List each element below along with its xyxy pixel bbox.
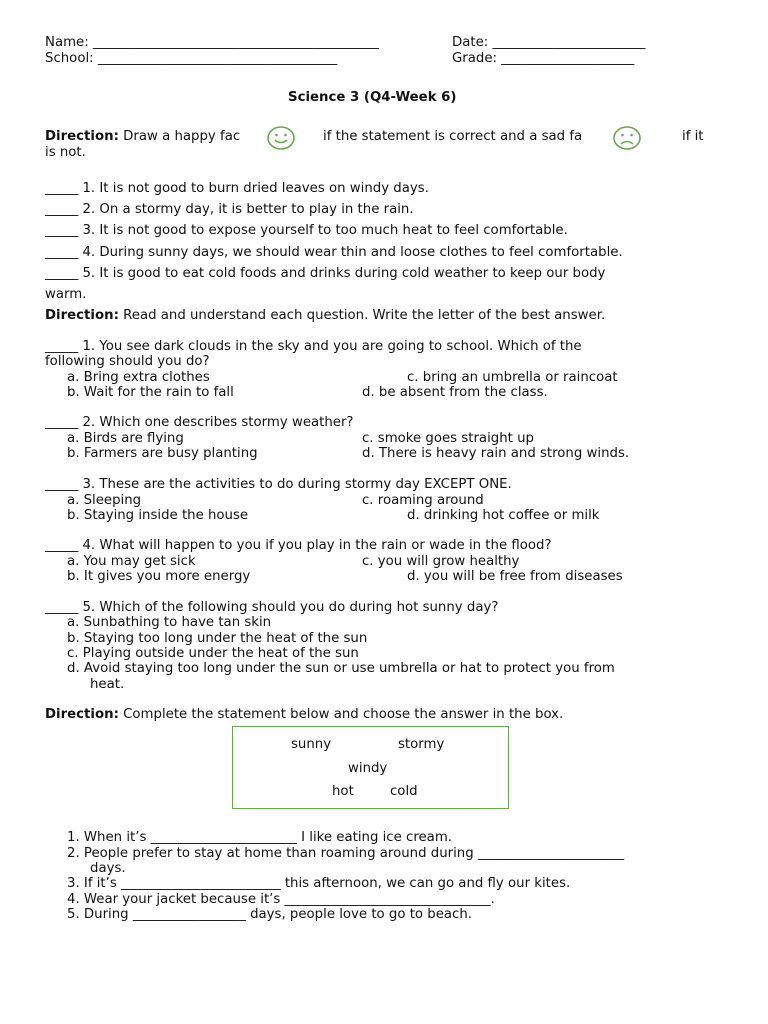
q1-option-a: a. Bring extra clothes	[67, 370, 210, 385]
q2-option-d: d. There is heavy rain and strong winds.	[362, 446, 630, 461]
q4-option-d: d. you will be free from diseases	[407, 569, 623, 584]
q4-option-c: c. you will grow healthy	[362, 554, 520, 569]
date-field-label: Date: _______________________	[452, 35, 646, 50]
q1-option-d: d. be absent from the class.	[362, 385, 548, 400]
q1-option-b: b. Wait for the rain to fall	[67, 385, 234, 400]
q5-option-a: a. Sunbathing to have tan skin	[67, 615, 272, 630]
q2-option-a: a. Birds are flying	[67, 431, 184, 446]
q4-option-a: a. You may get sick	[67, 554, 196, 569]
direction-label: Direction:	[45, 308, 119, 323]
q4-option-b: b. It gives you more energy	[67, 569, 251, 584]
direction-text-a: Draw a happy fac	[123, 129, 241, 144]
question-1-line1: _____ 1. You see dark clouds in the sky and you are going to school. Which of the	[45, 339, 582, 354]
fill-item-5: 5. During _________________ days, people love to go to beach.	[67, 907, 473, 922]
statement-item-5: _____ 5. It is good to eat cold foods and drinks during cold weather to keep our body	[45, 266, 606, 281]
q5-option-d-cont: heat.	[90, 677, 125, 692]
q5-option-c: c. Playing outside under the heat of the sun	[67, 646, 359, 661]
direction-text-c: if it	[682, 129, 704, 144]
q5-option-d: d. Avoid staying too long under the sun or use umbrella or hat to protect you from	[67, 661, 615, 676]
statement-item-1: _____ 1. It is not good to burn dried leaves on windy days.	[45, 181, 429, 196]
page-title: Science 3 (Q4-Week 6)	[288, 90, 457, 105]
direction-text-b: if the statement is correct and a sad fa	[323, 129, 583, 144]
statement-item-3: _____ 3. It is not good to expose yourself to too much heat to feel comfortable.	[45, 223, 568, 238]
word-stormy: stormy	[398, 737, 445, 752]
name-field-label: Name: ___________________________________________	[45, 35, 379, 50]
school-field-label: School: ____________________________________	[45, 51, 338, 66]
question-5-line1: _____ 5. Which of the following should you do during hot sunny day?	[45, 600, 499, 615]
q5-option-b: b. Staying too long under the heat of the sun	[67, 631, 368, 646]
q3-option-d: d. drinking hot coffee or milk	[407, 508, 600, 523]
q1-option-c: c. bring an umbrella or raincoat	[407, 370, 618, 385]
direction-label: Direction:	[45, 129, 119, 144]
fill-item-2-cont: days.	[90, 861, 126, 876]
q3-option-c: c. roaming around	[362, 493, 484, 508]
question-2-line1: _____ 2. Which one describes stormy weather?	[45, 415, 354, 430]
q2-option-c: c. smoke goes straight up	[362, 431, 534, 446]
direction-text: Read and understand each question. Write the letter of the best answer.	[123, 308, 606, 323]
fill-item-3: 3. If it’s ________________________ this afternoon, we can go and fly our kites.	[67, 876, 571, 891]
sad-face-icon	[612, 125, 642, 151]
question-1-line2: following should you do?	[45, 354, 210, 369]
word-windy: windy	[348, 761, 388, 776]
direction-label: Direction:	[45, 707, 119, 722]
fill-item-4: 4. Wear your jacket because it’s _______________________________.	[67, 892, 495, 907]
statement-item-5-cont: warm.	[45, 287, 87, 302]
word-hot: hot	[332, 784, 354, 799]
q2-option-b: b. Farmers are busy planting	[67, 446, 258, 461]
happy-face-icon	[266, 125, 296, 151]
direction-text-line2: is not.	[45, 145, 86, 160]
word-sunny: sunny	[291, 737, 332, 752]
q3-option-a: a. Sleeping	[67, 493, 142, 508]
question-4-line1: _____ 4. What will happen to you if you play in the rain or wade in the flood?	[45, 538, 552, 553]
word-cold: cold	[390, 784, 418, 799]
statement-item-4: _____ 4. During sunny days, we should wear thin and loose clothes to feel comfortable.	[45, 245, 623, 260]
part1-direction	[45, 129, 240, 145]
part3-direction	[45, 707, 563, 723]
part2-direction	[45, 308, 605, 324]
grade-field-label: Grade: ____________________	[452, 51, 635, 66]
fill-item-2: 2. People prefer to stay at home than roaming around during ______________________	[67, 846, 625, 861]
question-3-line1: _____ 3. These are the activities to do during stormy day EXCEPT ONE.	[45, 477, 512, 492]
direction-text: Complete the statement below and choose the answer in the box.	[123, 707, 564, 722]
statement-item-2: _____ 2. On a stormy day, it is better to play in the rain.	[45, 202, 414, 217]
q3-option-b: b. Staying inside the house	[67, 508, 249, 523]
fill-item-1: 1. When it’s ______________________ I like eating ice cream.	[67, 830, 453, 845]
